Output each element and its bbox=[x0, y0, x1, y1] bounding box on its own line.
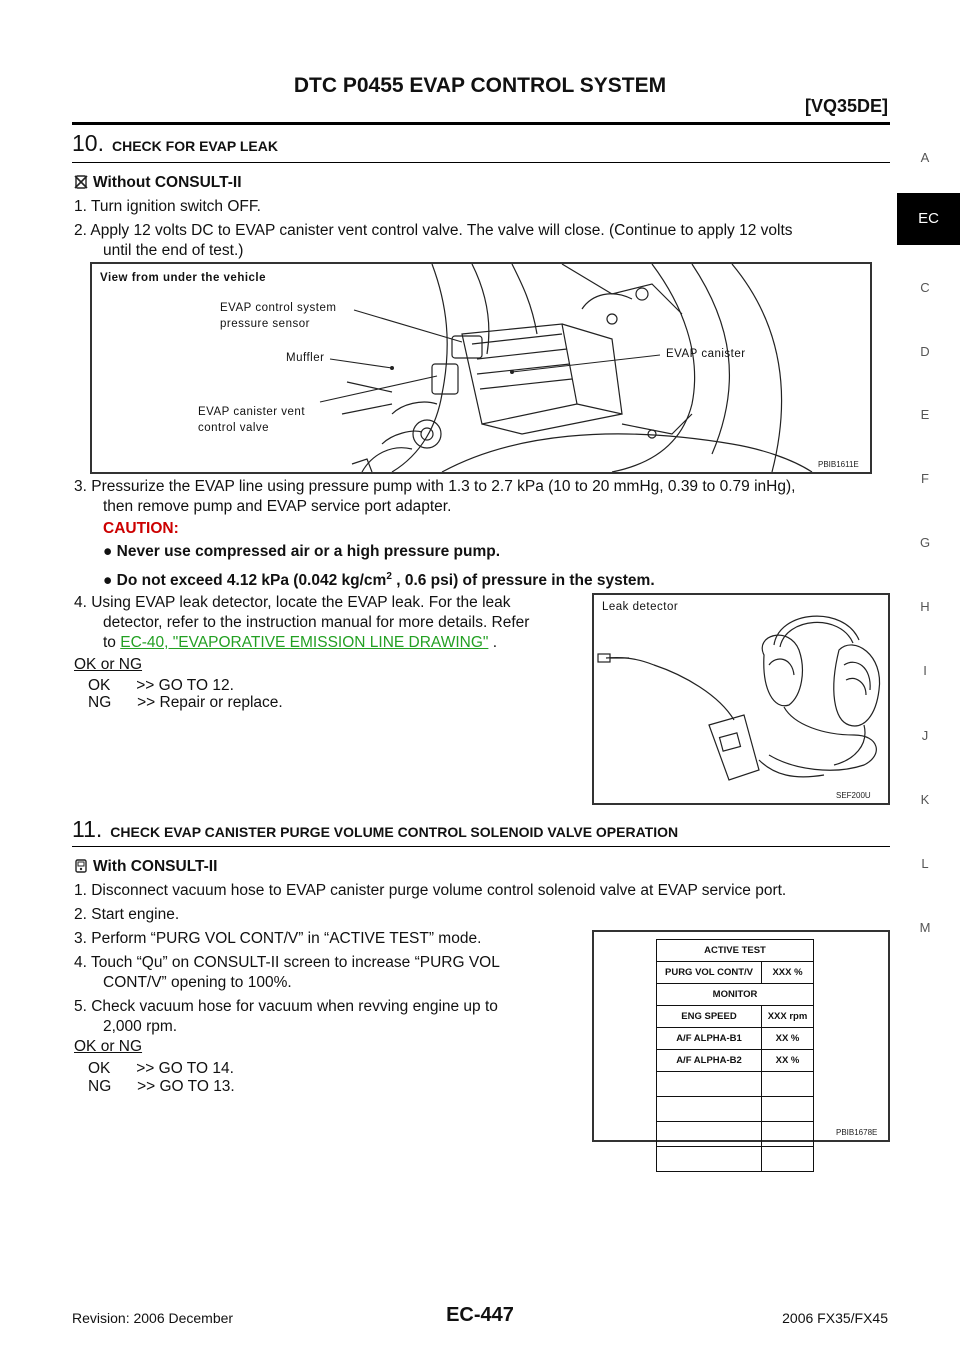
step-11-5-cont: 2,000 rpm. bbox=[103, 1018, 178, 1035]
ng-result: NG >> Repair or replace. bbox=[88, 694, 283, 711]
ok-ng-label: OK or NG bbox=[74, 656, 143, 673]
consult-icon bbox=[74, 859, 88, 873]
step-10-4-cont: detector, refer to the instruction manual for more details. Refer bbox=[103, 614, 530, 631]
footer-model: 2006 FX35/FX45 bbox=[782, 1310, 888, 1326]
step-11-2: 2. Start engine. bbox=[74, 906, 180, 923]
footer-revision: Revision: 2006 December bbox=[72, 1310, 234, 1326]
ok-result: OK >> GO TO 12. bbox=[88, 677, 234, 694]
caution-item-2 bbox=[103, 566, 655, 591]
empty-cell bbox=[657, 1122, 762, 1147]
cell-alpha-b2-value: XX % bbox=[762, 1050, 814, 1072]
bullet: ● bbox=[103, 572, 117, 590]
leak-detector-heading: Leak detector bbox=[602, 601, 679, 613]
table-monitor: MONITOR bbox=[657, 984, 814, 1006]
label-pressure-sensor-1: EVAP control system bbox=[220, 302, 337, 314]
cell-purg-value: XXX % bbox=[762, 962, 814, 984]
side-index-g[interactable]: G bbox=[919, 535, 931, 550]
ok-result: OK >> GO TO 14. bbox=[88, 1060, 234, 1077]
mode-label: With CONSULT-II bbox=[93, 858, 218, 875]
footer-page-number: EC-447 bbox=[446, 1304, 514, 1326]
side-index-c[interactable]: C bbox=[920, 280, 930, 295]
mode-label: Without CONSULT-II bbox=[93, 174, 242, 191]
ref-prefix: to bbox=[103, 634, 121, 651]
superscript: 2 bbox=[386, 571, 392, 582]
section-rule bbox=[72, 846, 890, 847]
step-11-4: 4. Touch “Qu” on CONSULT-II screen to increase “PURG VOL bbox=[74, 954, 500, 971]
caution-text-1: Never use compressed air or a high pressure pump. bbox=[116, 543, 501, 560]
header-rule bbox=[72, 122, 890, 125]
step-11-4-cont: CONT/V” opening to 100%. bbox=[103, 974, 292, 991]
step-10-4-ref bbox=[103, 632, 497, 653]
empty-cell bbox=[657, 1097, 762, 1122]
side-index-m[interactable]: M bbox=[919, 920, 931, 935]
section-rule bbox=[72, 162, 890, 163]
figure-active-test bbox=[592, 930, 890, 1142]
section-number: 10. bbox=[72, 130, 104, 156]
side-index-k[interactable]: K bbox=[920, 792, 930, 807]
empty-cell bbox=[762, 1097, 814, 1122]
cell-eng-speed-value: XXX rpm bbox=[762, 1006, 814, 1028]
mode-without-consult bbox=[74, 172, 242, 193]
cell-alpha-b1-value: XX % bbox=[762, 1028, 814, 1050]
active-test-code: PBIB1678E bbox=[836, 1128, 878, 1137]
side-index-i[interactable]: I bbox=[923, 663, 927, 678]
empty-cell bbox=[762, 1147, 814, 1172]
section-11-heading bbox=[72, 816, 678, 843]
mode-with-consult bbox=[74, 856, 217, 877]
ok-ng-label: OK or NG bbox=[74, 1038, 143, 1055]
label-vent-valve-1: EVAP canister vent bbox=[198, 406, 306, 418]
side-index-j[interactable]: J bbox=[921, 728, 929, 743]
side-index-h[interactable]: H bbox=[920, 599, 930, 614]
side-index-d[interactable]: D bbox=[920, 344, 930, 359]
section-10-heading bbox=[72, 130, 278, 157]
active-test-table bbox=[656, 939, 814, 1172]
bullet: ● bbox=[103, 543, 117, 560]
label-pressure-sensor-2: pressure sensor bbox=[220, 318, 310, 330]
cell-purg-label: PURG VOL CONT/V bbox=[657, 962, 762, 984]
empty-cell bbox=[762, 1122, 814, 1147]
caution-item-1 bbox=[103, 541, 500, 562]
ng-result: NG >> GO TO 13. bbox=[88, 1078, 235, 1095]
side-index-e[interactable]: E bbox=[920, 407, 930, 422]
caution-label: CAUTION: bbox=[103, 520, 179, 537]
step-11-5: 5. Check vacuum hose for vacuum when revving engine up to bbox=[74, 998, 498, 1015]
leak-detector-illustration bbox=[594, 595, 888, 803]
figure-leak-detector bbox=[592, 593, 890, 805]
cell-alpha-b2-label: A/F ALPHA-B2 bbox=[657, 1050, 762, 1072]
label-evap-canister: EVAP canister bbox=[666, 348, 746, 360]
label-muffler: Muffler bbox=[286, 352, 325, 364]
step-10-2: 2. Apply 12 volts DC to EVAP canister vent control valve. The valve will close. (Continue to apply 12 volts bbox=[74, 222, 793, 239]
section-title: CHECK EVAP CANISTER PURGE VOLUME CONTROL SOLENOID VALVE OPERATION bbox=[110, 824, 679, 840]
empty-cell bbox=[762, 1072, 814, 1097]
evap-canister-illustration bbox=[92, 264, 870, 472]
no-consult-icon bbox=[74, 175, 88, 189]
step-10-4: 4. Using EVAP leak detector, locate the EVAP leak. For the leak bbox=[74, 594, 511, 611]
leak-detector-code: SEF200U bbox=[836, 791, 871, 800]
cell-alpha-b1-label: A/F ALPHA-B1 bbox=[657, 1028, 762, 1050]
section-number: 11. bbox=[72, 816, 103, 842]
page-title: DTC P0455 EVAP CONTROL SYSTEM bbox=[293, 74, 667, 97]
label-vent-valve-2: control valve bbox=[198, 422, 270, 434]
step-10-3-cont: then remove pump and EVAP service port adapter. bbox=[103, 498, 452, 515]
figure-heading: View from under the vehicle bbox=[100, 272, 267, 284]
step-11-3: 3. Perform “PURG VOL CONT/V” in “ACTIVE TEST” mode. bbox=[74, 930, 482, 947]
cell-eng-speed-label: ENG SPEED bbox=[657, 1006, 762, 1028]
empty-cell bbox=[657, 1147, 762, 1172]
empty-cell bbox=[657, 1072, 762, 1097]
figure-code: PBIB1611E bbox=[818, 460, 859, 469]
caution-text-2: Do not exceed 4.12 kPa (0.042 kg/cm bbox=[116, 572, 387, 590]
table-title: ACTIVE TEST bbox=[657, 940, 814, 962]
evap-line-drawing-link[interactable]: EC-40, "EVAPORATIVE EMISSION LINE DRAWING" bbox=[120, 634, 489, 651]
side-index-ec[interactable]: EC bbox=[897, 193, 960, 245]
step-10-3: 3. Pressurize the EVAP line using pressure pump with 1.3 to 2.7 kPa (10 to 20 mmHg, 0.39 to 0.79 inHg), bbox=[74, 478, 796, 495]
section-title: CHECK FOR EVAP LEAK bbox=[111, 138, 278, 154]
side-index-f[interactable]: F bbox=[921, 471, 929, 486]
step-10-2-cont: until the end of test.) bbox=[103, 242, 244, 259]
step-11-1: 1. Disconnect vacuum hose to EVAP canister purge volume control solenoid valve at EVAP service port. bbox=[74, 882, 787, 899]
active-test-screen bbox=[656, 939, 814, 1172]
engine-code: [VQ35DE] bbox=[804, 96, 888, 116]
figure-evap-canister bbox=[90, 262, 872, 474]
side-index-a[interactable]: A bbox=[920, 150, 930, 165]
side-index-l[interactable]: L bbox=[921, 856, 929, 871]
step-10-1: 1. Turn ignition switch OFF. bbox=[74, 198, 261, 215]
caution-text-2b: , 0.6 psi) of pressure in the system. bbox=[391, 572, 655, 590]
ref-suffix: . bbox=[488, 634, 498, 651]
